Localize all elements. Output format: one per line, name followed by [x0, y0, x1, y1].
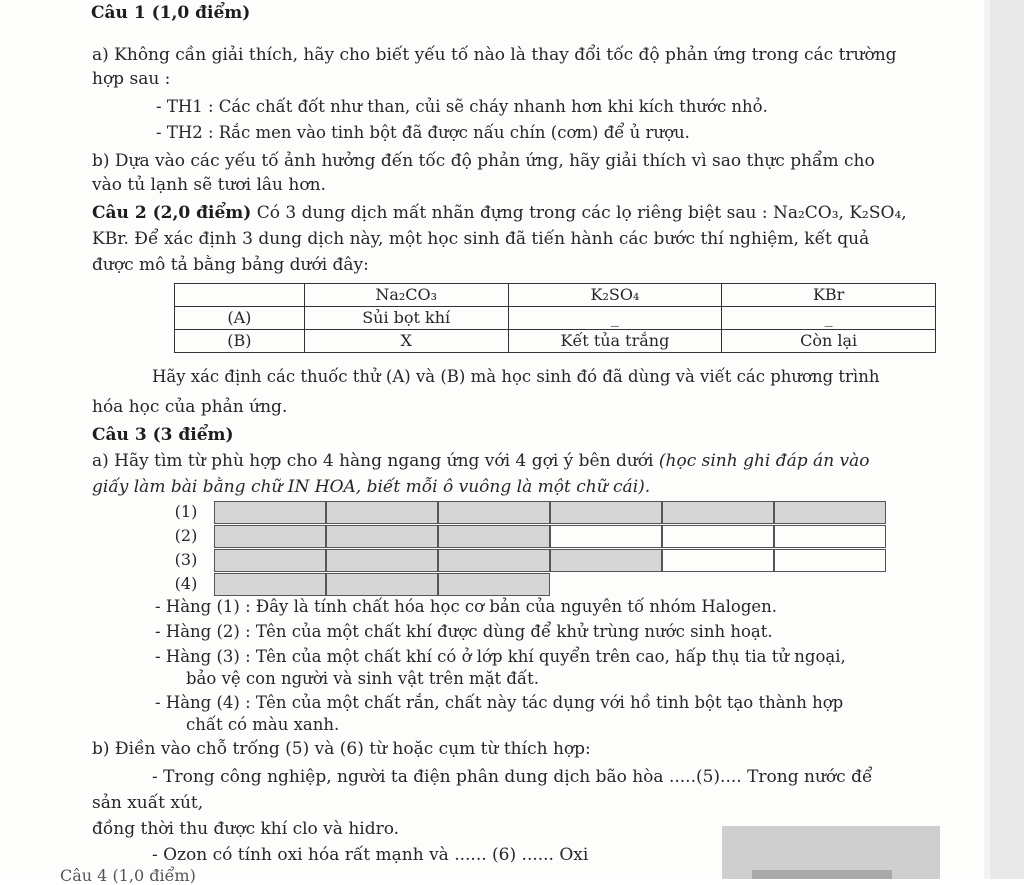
table-cell: X — [304, 330, 508, 353]
q2-line2: KBr. Để xác định 3 dung dịch này, một học sinh đã tiến hành các bước thí nghiệm, kết quả — [92, 229, 870, 249]
q1-a-line1: a) Không cần giải thích, hãy cho biết yếu tố nào là thay đổi tốc độ phản ứng trong các trường — [92, 45, 897, 65]
grid-cell — [214, 549, 326, 572]
page-edge — [990, 0, 1024, 879]
q3-b-title: b) Điền vào chỗ trống (5) và (6) từ hoặc cụm từ thích hợp: — [92, 739, 591, 759]
grid-cell — [550, 549, 662, 572]
q2-line1 — [92, 202, 907, 224]
q3-b-line1: - Trong công nghiệp, người ta điện phân dung dịch bão hòa .....(5).... Trong nước để — [152, 767, 873, 787]
clue-row-2: - Hàng (2) : Tên của một chất khí được dùng để khử trùng nước sinh hoạt. — [155, 622, 773, 641]
grid-cell — [214, 501, 326, 524]
q1-b-line1: b) Dựa vào các yếu tố ảnh hưởng đến tốc độ phản ứng, hãy giải thích vì sao thực phẩm cho — [92, 151, 875, 171]
grid-cell — [438, 525, 550, 548]
grid-cell — [214, 573, 326, 596]
q2-title: Câu 2 (2,0 điểm) — [92, 203, 252, 223]
q3-b-line2: sản xuất xút, — [92, 793, 204, 813]
table-cell: Kết tủa trắng — [508, 330, 722, 353]
grid-cell — [326, 525, 438, 548]
grid-cell — [550, 501, 662, 524]
grid-cell — [326, 549, 438, 572]
table-cell — [175, 284, 305, 307]
grid-cell — [214, 525, 326, 548]
table-row — [175, 330, 936, 353]
q3-b-line4: - Ozon có tính oxi hóa rất mạnh và ...... (6) ...... Oxi — [152, 845, 589, 865]
q1-title: Câu 1 (1,0 điểm) — [91, 3, 251, 23]
grid-cell — [662, 501, 774, 524]
table-cell: Na₂CO₃ — [304, 284, 508, 307]
clue-row-3: - Hàng (3) : Tên của một chất khí có ở lớp khí quyển trên cao, hấp thụ tia tử ngoại, — [155, 647, 846, 666]
table-cell: Còn lại — [722, 330, 936, 353]
table-cell: Sủi bọt khí — [304, 307, 508, 330]
q2-after-line2: hóa học của phản ứng. — [92, 397, 288, 417]
grid-cell — [774, 525, 886, 548]
table-cell: (B) — [175, 330, 305, 353]
grid-cell — [774, 501, 886, 524]
grid-cell — [774, 549, 886, 572]
table-cell: KBr — [722, 284, 936, 307]
grid-cell — [326, 501, 438, 524]
q4-title-clipped: Câu 4 (1,0 điểm) — [60, 866, 196, 885]
q1-th2: - TH2 : Rắc men vào tinh bột đã được nấu chín (cơm) để ủ rượu. — [156, 123, 690, 142]
grid-cell — [326, 573, 438, 596]
table-cell: _ — [722, 307, 936, 330]
q3-b-line3: đồng thời thu được khí clo và hidro. — [92, 819, 400, 839]
grid-cell — [438, 549, 550, 572]
q3-a-line1: a) Hãy tìm từ phù hợp cho 4 hàng ngang ứng với 4 gợi ý bên dưới (học sinh ghi đáp án vào — [92, 451, 870, 471]
q3-a-line2: giấy làm bài bằng chữ IN HOA, biết mỗi ô vuông là một chữ cái). — [92, 477, 651, 497]
table-header-row — [175, 284, 936, 307]
table-cell: _ — [508, 307, 722, 330]
clue-row-4: - Hàng (4) : Tên của một chất rắn, chất này tác dụng với hồ tinh bột tạo thành hợp — [155, 693, 844, 712]
table-cell: K₂SO₄ — [508, 284, 722, 307]
grid-row-label: (2) — [174, 526, 198, 545]
grid-cell — [662, 525, 774, 548]
q1-th1: - TH1 : Các chất đốt như than, củi sẽ cháy nhanh hơn khi kích thước nhỏ. — [156, 97, 768, 116]
q2-line3: được mô tả bằng bảng dưới đây: — [92, 255, 369, 275]
grid-row-label: (4) — [174, 574, 198, 593]
q2-after-line1: Hãy xác định các thuốc thử (A) và (B) mà học sinh đó đã dùng và viết các phương trình — [152, 367, 880, 386]
photo-shadow — [752, 870, 892, 879]
q1-a-line2: hợp sau : — [92, 69, 171, 89]
grid-cell — [550, 525, 662, 548]
clue-row-4-cont: chất có màu xanh. — [186, 715, 340, 734]
grid-cell — [438, 573, 550, 596]
q3-title: Câu 3 (3 điểm) — [92, 425, 234, 445]
table-row — [175, 307, 936, 330]
table-cell: (A) — [175, 307, 305, 330]
reagent-table — [174, 283, 936, 353]
q1-b-line2: vào tủ lạnh sẽ tươi lâu hơn. — [92, 175, 326, 195]
photo-fragment — [722, 826, 940, 879]
grid-row-label: (1) — [174, 502, 198, 521]
grid-row-label: (3) — [174, 550, 198, 569]
grid-cell — [438, 501, 550, 524]
grid-cell — [662, 549, 774, 572]
q2-line1-text: Có 3 dung dịch mất nhãn đựng trong các lọ riêng biệt sau : Na₂CO₃, K₂SO₄, — [256, 203, 907, 223]
clue-row-3-cont: bảo vệ con người và sinh vật trên mặt đất. — [186, 669, 539, 688]
clue-row-1: - Hàng (1) : Đây là tính chất hóa học cơ bản của nguyên tố nhóm Halogen. — [155, 597, 778, 616]
